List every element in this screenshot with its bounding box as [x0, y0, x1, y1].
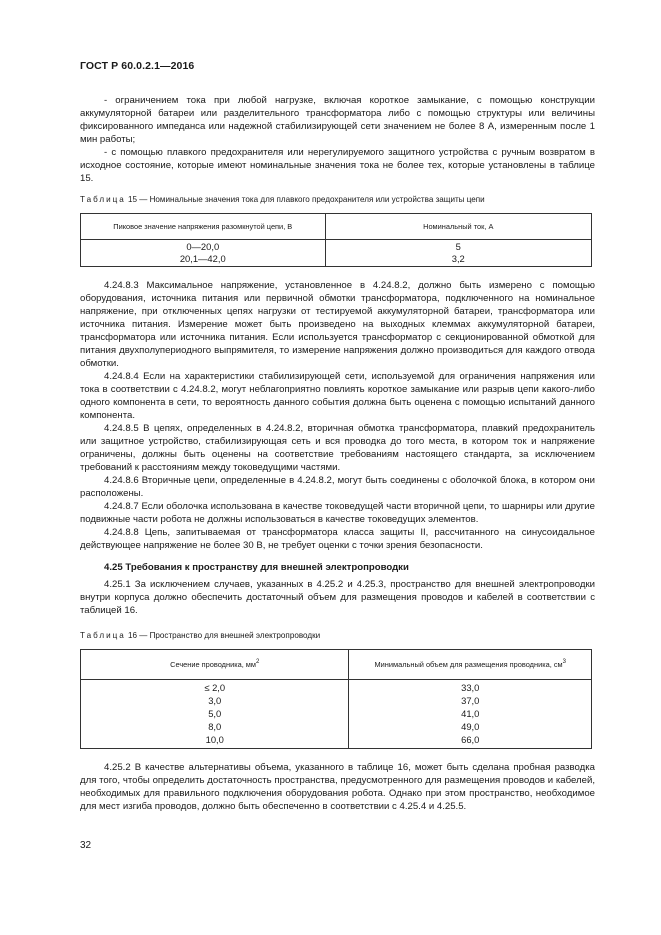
table15-caption: [80, 193, 595, 206]
clause-4-24-8-4: 4.24.8.4 Если на характеристики стабилизирующей сети, используемой для ограничения напряжения или тока в соответствии с 4.24.8.2, могут неблагоприятно повлиять короткое замыкание или разрыв цепи какого-либо одного компонента в сети, то вероятность данного события должна быть оценена с помощью испытаний данного компонента.: [80, 371, 595, 421]
table15-caption-text: 15 — Номинальные значения тока для плавкого предохранителя или устройства защиты цепи: [125, 195, 485, 204]
table15-current-column: [326, 240, 591, 266]
table-cell: 3,0: [208, 695, 222, 706]
clause-4-24-8-3: 4.24.8.3 Максимальное напряжение, установленное в 4.24.8.2, должно быть измерено с помощью оборудования, источника питания или первичной обмотки трансформатора, подключенного на номинальное напряжение, при отключенных цепях нагрузки от тестируемой аккумуляторной батареи, трансформатора или источника питания. Измерение может быть произведено на выходных клеммах аккумуляторной батареи, трансформатора или источника питания. Если используется трансформатор с секционированной обмоткой для питания двухполупериодного выпрямителя, то измерение напряжения должно производиться для каждого отвода обмотки.: [80, 280, 595, 369]
clause-4-24-8-5: 4.24.8.5 В цепях, определенных в 4.24.8.2, вторичная обмотка трансформатора, плавкий предохранитель или защитное устройство, стабилизирующая сеть и вся проводка до того места, в котором ток и напряжение ограничены, должны быть оценены на соответствие требованиям настоящего стандарта, за исключением требований к расстояниям между токоведущими частями.: [80, 423, 595, 473]
page-content: [80, 94, 595, 813]
table16-header-row: [81, 650, 591, 680]
clause-4-24-8-8: 4.24.8.8 Цепь, запитываемая от трансформатора класса защиты II, рассчитанного на синусоидальное действующее напряжение не более 30 В, не требует оценки с точки зрения безопасности.: [80, 527, 595, 551]
document-header: ГОСТ Р 60.0.2.1—2016: [80, 60, 195, 72]
table-cell: ≤ 2,0: [204, 682, 226, 693]
page-number: 32: [80, 840, 92, 851]
table16-header-volume: [349, 650, 591, 679]
table-cell: 5: [455, 241, 461, 252]
table-cell: 3,2: [451, 252, 465, 264]
section-heading: 4.25 Требования к пространству для внешней электропроводки: [104, 562, 409, 573]
clause-4-25-1: 4.25.1 За исключением случаев, указанных в 4.25.2 и 4.25.3, пространство для внешней электропроводки внутри корпуса должно обеспечить достаточный объем для размещения проводов и кабелей в соответствии с таблицей 16.: [80, 579, 595, 616]
table15-caption-label: Таблица: [80, 195, 126, 204]
table-cell: 8,0: [208, 721, 222, 732]
table15-header-voltage: Пиковое значение напряжения разомкнутой цепи, В: [81, 214, 326, 239]
table16-header-volume-text: Минимальный объем для размещения проводника, см: [374, 660, 563, 669]
clause-4-24-8-6: 4.24.8.6 Вторичные цепи, определенные в 4.24.8.2, могут быть соединены с оболочкой блока, в котором они расположены.: [80, 475, 595, 499]
table16-header-volume-sup: 3: [562, 659, 566, 665]
table15-voltage-column: [81, 240, 326, 266]
table16-body: [81, 680, 591, 748]
table-15: [80, 213, 592, 267]
table-cell: 5,0: [208, 708, 222, 719]
table-cell: 66,0: [461, 734, 480, 745]
clause-4-25-2: 4.25.2 В качестве альтернативы объема, указанного в таблице 16, может быть сделана пробная разводка для того, чтобы определить достаточность пространства, предусмотренного для размещения проводов и кабелей, необходимых для правильного подключения оборудования робота. Однако при этом пространство, необходимое для мест изгиба проводов, должно быть обеспеченно в соответствии с 4.25.4 и 4.25.5.: [80, 762, 595, 812]
table16-header-section-text: Сечение проводника, мм: [170, 660, 256, 669]
table16-header-section-sup: 2: [255, 659, 260, 665]
table-cell: 49,0: [461, 721, 480, 732]
table15-header-row: [81, 214, 591, 240]
clause-4-24-8-7: 4.24.8.7 Если оболочка использована в качестве токоведущей части вторичной цепи, то шарниры или другие подвижные части робота не должны использоваться в качестве токоведущих элементов.: [80, 501, 595, 525]
table16-volume-column: [349, 680, 591, 748]
table16-caption: [80, 629, 595, 642]
table-cell: 37,0: [461, 695, 480, 706]
intro-paragraph-1: - ограничением тока при любой нагрузке, включая короткое замыкание, с помощью конструкции аккумуляторной батареи или разделительного трансформатора либо с помощью структуры или величины фиксированного импеданса или надежной стабилизирующей сети значением не более 8 А, измеренным после 1 мин работы;: [80, 95, 595, 145]
table-cell: 20,1—42,0: [179, 252, 226, 264]
table-16: [80, 649, 592, 749]
table16-section-column: [81, 680, 349, 748]
table16-header-section: [81, 650, 349, 679]
table15-header-current: Номинальный ток, А: [423, 222, 494, 231]
table16-caption-text: 16 — Пространство для внешней электропроводки: [125, 631, 321, 640]
table-cell: 33,0: [461, 682, 480, 693]
intro-paragraph-2: - с помощью плавкого предохранителя или нерегулируемого защитного устройства с ручным возвратом в исходное состояние, которые имеют номинальные значения тока не более тех, которые установлены в таблице 15.: [80, 147, 595, 184]
table-cell: 0—20,0: [186, 241, 220, 252]
table15-body: [81, 240, 591, 266]
table16-caption-label: Таблица: [80, 631, 126, 640]
table-cell: 10,0: [205, 734, 224, 745]
table-cell: 41,0: [461, 708, 480, 719]
